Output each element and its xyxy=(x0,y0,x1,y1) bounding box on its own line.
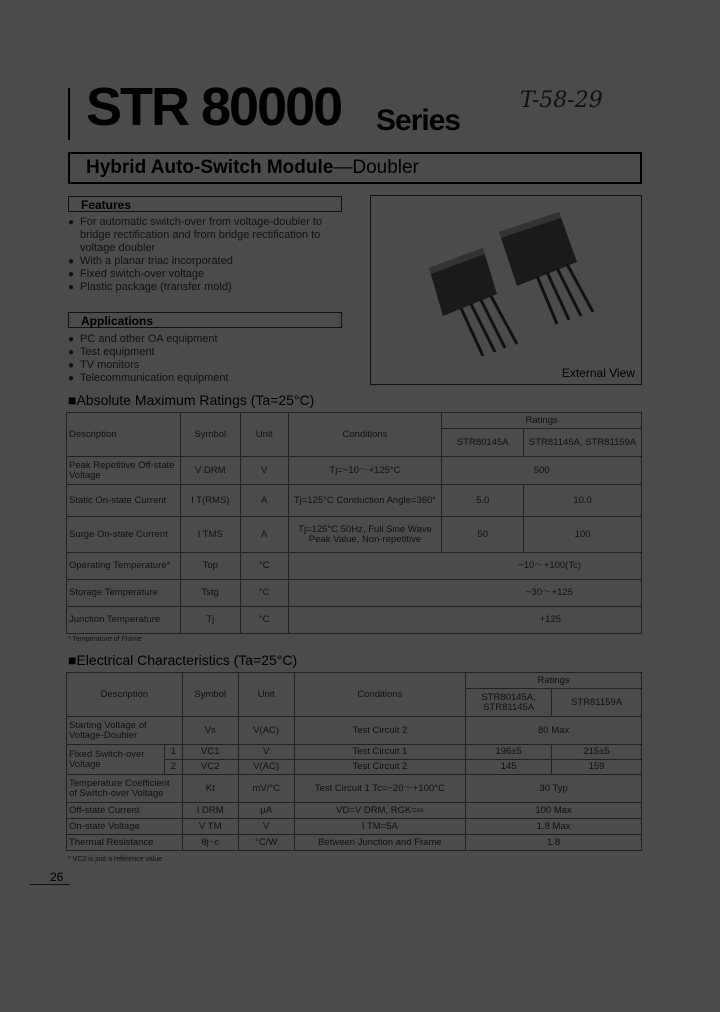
cell: μA xyxy=(238,803,294,819)
title-rule xyxy=(68,88,70,140)
col-header: STR81159A xyxy=(552,689,642,717)
cell: V DRM xyxy=(180,457,240,485)
table-row xyxy=(67,745,642,760)
cell: V xyxy=(238,819,294,835)
table-row xyxy=(67,580,642,607)
cell: Storage Temperature xyxy=(67,580,181,607)
cell: −30～+125 xyxy=(288,580,641,607)
cell: Junction Temperature xyxy=(67,607,181,634)
cell: Temperature Coefficient of Switch-over Voltage xyxy=(67,775,183,803)
table-row xyxy=(67,717,642,745)
table-row xyxy=(67,553,642,580)
table-row xyxy=(67,517,642,553)
cell: 1.8 Max xyxy=(466,819,642,835)
cell: Between Junction and Frame xyxy=(294,835,466,851)
cell: 145 xyxy=(466,760,552,775)
col-header: Ratings xyxy=(442,413,642,429)
col-header: STR80145A, STR81145A xyxy=(466,689,552,717)
elec-table xyxy=(66,672,642,851)
cell: Vs xyxy=(182,717,238,745)
cell: °C xyxy=(240,607,288,634)
page-title: STR 80000 xyxy=(86,77,342,137)
cell: 500 xyxy=(442,457,642,485)
external-view-box xyxy=(370,195,642,385)
cell: I T(RMS) xyxy=(180,485,240,517)
table-row xyxy=(67,775,642,803)
table-row xyxy=(67,485,642,517)
cell: 50 xyxy=(442,517,524,553)
handwritten-note: T-58-29 xyxy=(520,88,603,113)
applications-list xyxy=(68,333,338,385)
cell: I DRM xyxy=(182,803,238,819)
col-header: Description xyxy=(67,673,183,717)
series-label: Series xyxy=(376,104,461,137)
list-item: ● Test equipment xyxy=(68,346,338,359)
cell: Tj=125°C 50Hz, Full Sine Wave Peak Value, Non-repetitive xyxy=(288,517,442,553)
cell: 100 Max xyxy=(466,803,642,819)
features-heading: Features xyxy=(68,196,342,212)
cell: 10.0 xyxy=(524,485,642,517)
subtitle xyxy=(86,158,419,177)
cell: 100 xyxy=(524,517,642,553)
cell: Test Circuit 2 xyxy=(294,760,466,775)
cell: 30 Typ xyxy=(466,775,642,803)
col-header: STR81145A, STR81159A xyxy=(524,429,642,457)
col-header: Conditions xyxy=(288,413,442,457)
col-header: Unit xyxy=(240,413,288,457)
col-header: Conditions xyxy=(294,673,466,717)
col-header: Unit xyxy=(238,673,294,717)
col-header: Symbol xyxy=(180,413,240,457)
cell: Tj=125°C Conduction Angle=360° xyxy=(288,485,442,517)
elec-note: * VC2 is just a reference value xyxy=(68,856,163,863)
cell: Operating Temperature* xyxy=(67,553,181,580)
subtitle-rest: —Doubler xyxy=(333,157,419,178)
module-right xyxy=(499,212,593,324)
list-item: ● Fixed switch-over voltage xyxy=(68,268,338,281)
table-row xyxy=(67,457,642,485)
list-item: ● With a planar triac incorporated xyxy=(68,255,338,268)
table-row xyxy=(67,607,642,634)
module-left xyxy=(429,248,517,356)
cell: 196±5 xyxy=(466,745,552,760)
cell: I TMS xyxy=(180,517,240,553)
list-item: ● Plastic package (transfer mold) xyxy=(68,281,338,294)
abs-max-table xyxy=(66,412,642,634)
cell: 1 xyxy=(164,745,182,760)
cell: Tj xyxy=(180,607,240,634)
cell: θj−c xyxy=(182,835,238,851)
page-number: 26 xyxy=(50,870,64,884)
abs-max-title: ■Absolute Maximum Ratings (Ta=25°C) xyxy=(68,392,315,408)
cell: V xyxy=(238,745,294,760)
cell: 159 xyxy=(552,760,642,775)
cell: Off-state Current xyxy=(67,803,183,819)
cell: Starting Voltage of Voltage-Doubler xyxy=(67,717,183,745)
col-header: Description xyxy=(67,413,181,457)
cell: VC2 xyxy=(182,760,238,775)
col-header: Ratings xyxy=(466,673,642,689)
cell: V(AC) xyxy=(238,717,294,745)
cell: °C/W xyxy=(238,835,294,851)
table-row xyxy=(67,835,642,851)
cell: mV/°C xyxy=(238,775,294,803)
cell: Peak Repetitive Off-state Voltage xyxy=(67,457,181,485)
cell: −10～+100(Tc) xyxy=(288,553,641,580)
cell: A xyxy=(240,485,288,517)
cell: Fixed Switch-over Voltage xyxy=(67,745,165,775)
cell: °C xyxy=(240,580,288,607)
cell: +125 xyxy=(288,607,641,634)
list-item: ● PC and other OA equipment xyxy=(68,333,338,346)
applications-heading: Applications xyxy=(68,312,342,328)
cell: Test Circuit 2 xyxy=(294,717,466,745)
cell: Tj=−10～+125°C xyxy=(288,457,442,485)
cell: Thermal Resistance xyxy=(67,835,183,851)
cell: A xyxy=(240,517,288,553)
table-row xyxy=(67,803,642,819)
cell: V(AC) xyxy=(238,760,294,775)
cell: 215±5 xyxy=(552,745,642,760)
cell: On-state Voltage xyxy=(67,819,183,835)
cell: Kt xyxy=(182,775,238,803)
subtitle-bold: Hybrid Auto-Switch Module xyxy=(86,157,334,178)
cell: Static On-state Current xyxy=(67,485,181,517)
list-item: ● For automatic switch-over from voltage-doubler to bridge rectification and from bridge rectification to voltage doubler xyxy=(68,216,338,255)
cell: VD=V DRM, RGK=∞ xyxy=(294,803,466,819)
cell: 2 xyxy=(164,760,182,775)
cell: °C xyxy=(240,553,288,580)
cell: Top xyxy=(180,553,240,580)
cell: V TM xyxy=(182,819,238,835)
cell: Tstg xyxy=(180,580,240,607)
col-header: Symbol xyxy=(182,673,238,717)
list-item: ● TV monitors xyxy=(68,359,338,372)
cell: VC1 xyxy=(182,745,238,760)
cell: Test Circuit 1 xyxy=(294,745,466,760)
page-number-rule xyxy=(30,884,70,885)
features-list xyxy=(68,216,338,294)
elec-title: ■Electrical Characteristics (Ta=25°C) xyxy=(68,652,298,668)
cell: 5.0 xyxy=(442,485,524,517)
col-header: STR80145A xyxy=(442,429,524,457)
cell: V xyxy=(240,457,288,485)
cell: Surge On-state Current xyxy=(67,517,181,553)
abs-max-note: * Temperature of Frame xyxy=(68,636,142,643)
cell: 1.8 xyxy=(466,835,642,851)
external-view-label: External View xyxy=(561,366,635,380)
cell: Test Circuit 1 Tc=−20～+100°C xyxy=(294,775,466,803)
list-item: ● Telecommunication equipment xyxy=(68,372,338,385)
module-package-icon xyxy=(371,196,641,356)
cell: 80 Max xyxy=(466,717,642,745)
cell: I TM=5A xyxy=(294,819,466,835)
table-row xyxy=(67,819,642,835)
